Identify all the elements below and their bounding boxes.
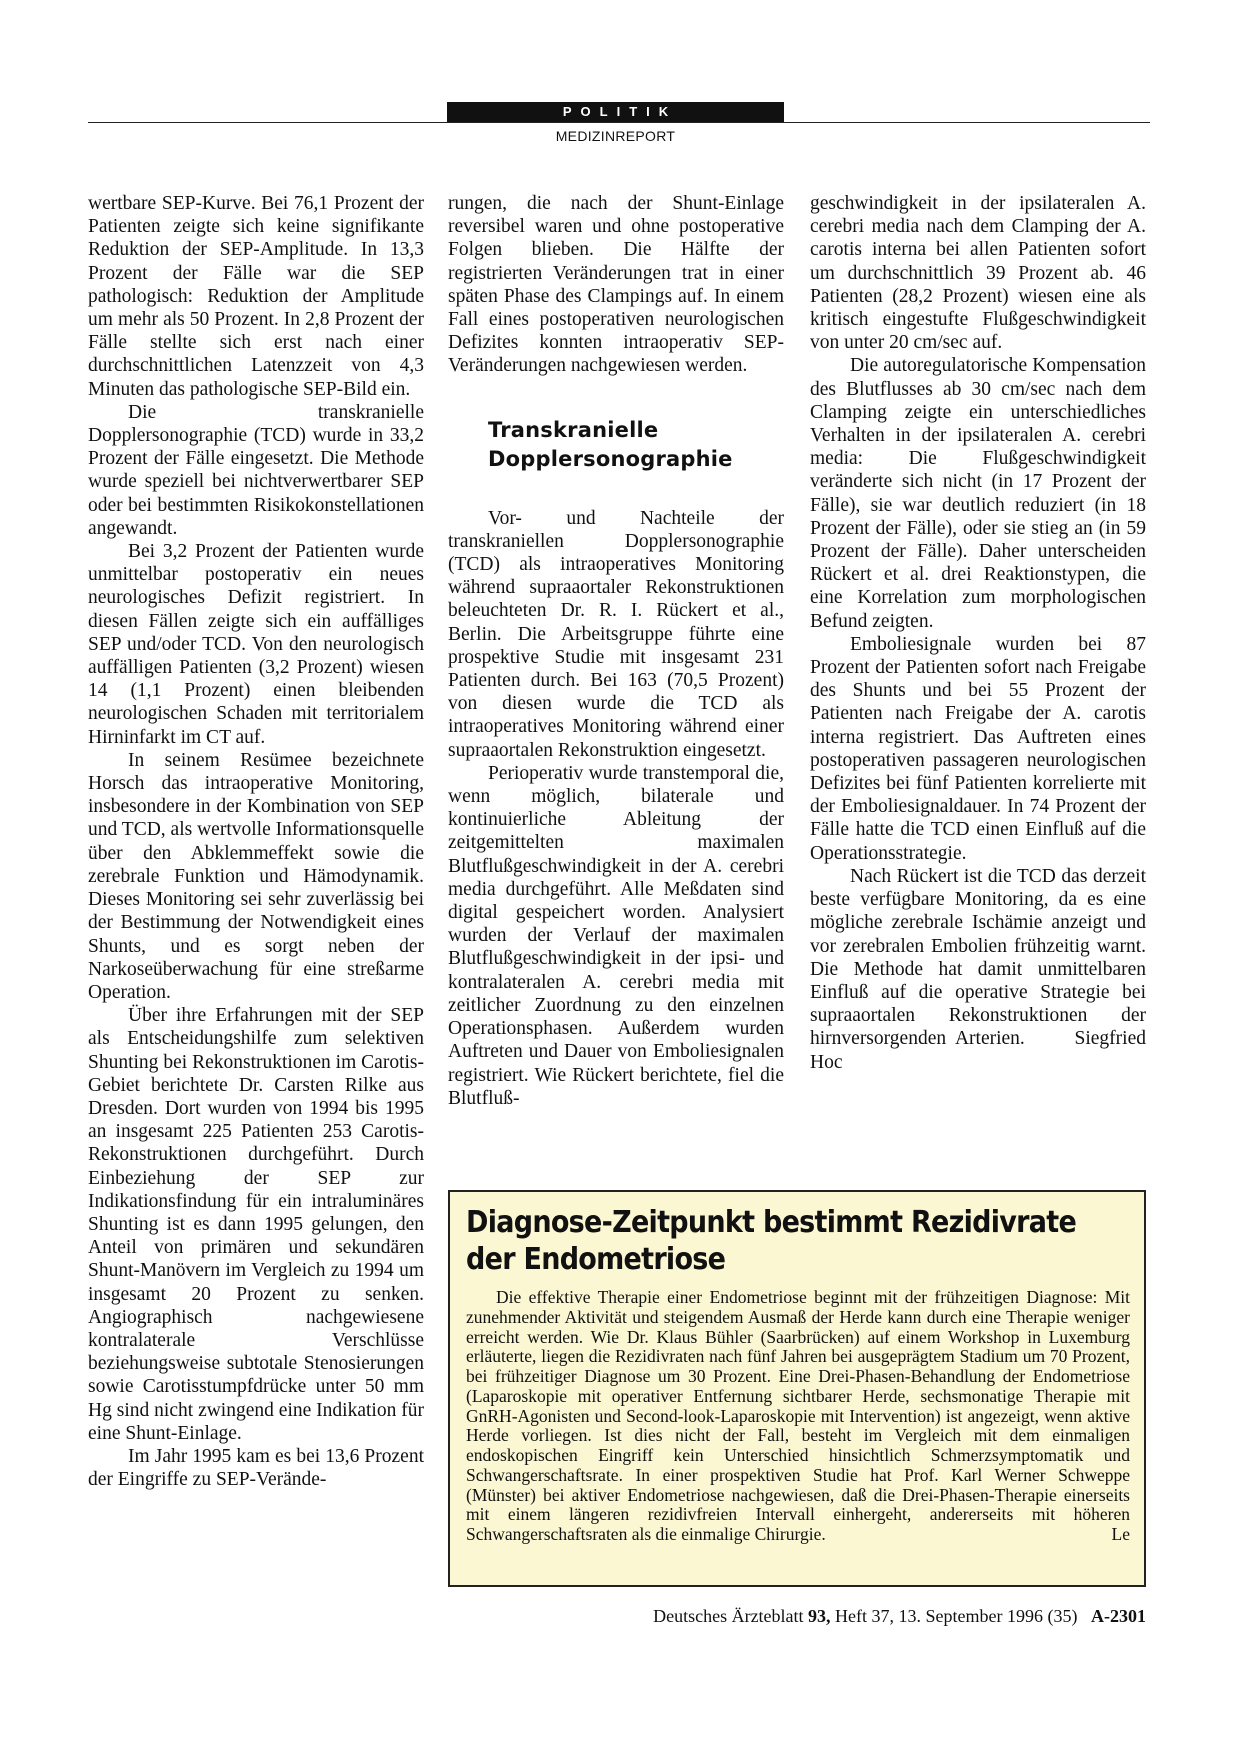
paragraph: Emboliesignale wurden bei 87 Prozent der Patienten sofort nach Freigabe des Shunts und bei 55 Prozent der Patienten nach Freigabe der A. carotis interna registriert. Das Auftreten eines postoperativen passageren neurologischen Defizites bei fünf Patienten korrelierte mit der Emboliesignaldauer. In 74 Prozent der Fälle hatte die TCD einen Einfluß auf die Operationsstrategie. [810, 633, 1146, 864]
boxed-article [448, 1190, 1146, 1587]
page-number: A-2301 [1091, 1606, 1146, 1626]
paragraph: Über ihre Erfahrungen mit der SEP als Entscheidungshilfe zum selektiven Shunting bei Rekonstruktionen im Carotis-Gebiet berichtete Dr. Carsten Rilke aus Dresden. Dort wurden von 1994 bis 1995 an insgesamt 225 Patienten 253 Carotis-Rekonstruktionen durchgeführt. Durch Einbeziehung der SEP zur Indikationsfindung für ein intraluminäres Shunting ist es dann 1995 gelungen, den Anteil von primären und sekundären Shunt-Manövern im Vergleich zu 1994 um insgesamt 20 Prozent zu senken. Angiographisch nachgewiesene kontralaterale Verschlüsse beziehungsweise subtotale Stenosierungen sowie Carotisstumpfdrücke unter 50 mm Hg sind nicht zwingend eine Indikation für eine Shunt-Einlage. [88, 1005, 424, 1444]
column-3 [810, 192, 1146, 1074]
paragraph: Vor- und Nachteile der transkraniellen Dopplersonographie (TCD) als intraoperatives Monitoring während supraaortaler Rekonstruktionen beleuchteten Dr. R. I. Rückert et al., Berlin. Die Arbeitsgruppe führte eine prospektive Studie mit insgesamt 231 Patienten durch. Bei 163 (70,5 Prozent) von diesen wurde die TCD als intraoperatives Monitoring während einer supraaortalen Rekonstruktion eingesetzt. [448, 507, 784, 761]
column-2 [448, 192, 784, 1110]
header-rule [88, 122, 1150, 123]
journal-volume: 93, [808, 1606, 831, 1626]
subsection-label: MEDIZINREPORT [555, 128, 676, 144]
section-label: POLITIK [447, 102, 784, 122]
journal-name: Deutsches Ärzteblatt [653, 1606, 804, 1626]
heading-line: Dopplersonographie [488, 446, 733, 471]
journal-issue: Heft 37, 13. September 1996 (35) [835, 1606, 1078, 1626]
paragraph-text: Nach Rückert ist die TCD das derzeit beste verfügbare Monitoring, da es eine mögliche zerebrale Ischämie anzeigt und vor zerebralen Embolien frühzeitig warnt. Die Methode hat damit unmittelbaren Einfluß auf die operative Strategie bei supraaortalen Rekonstruktionen der hirnversorgenden Arterien. [810, 865, 1146, 1050]
heading-line: Transkranielle [488, 417, 659, 442]
title-line: der Endometriose [466, 1242, 726, 1277]
author-signature: Siegfried Hoc [810, 1028, 1146, 1073]
body-text: Die effektive Therapie einer Endometriose beginnt mit der frühzeitigen Diagnose: Mit zunehmender Aktivität und steigendem Ausmaß der Herde kann durch eine Therapie weniger erreicht werden. Wie Dr. Klaus Bühler (Saarbrücken) auf einem Workshop in Luxemburg erläuterte, liegen die Rezidivraten nach fünf Jahren bei ausgeprägtem Stadium um 70 Prozent, bei frühzeitiger Diagnose um 30 Prozent. Eine Drei-Phasen-Behandlung der Endometriose (Laparoskopie mit operativer Entfernung sichtbarer Herde, sechsmonatige Therapie mit GnRH-Agonisten und Second-look-Laparoskopie mit Intervention) ist angezeigt, wenn aktive Herde vorliegen. Ist dies nicht der Fall, besteht im Vergleich mit dem einmaligen endoskopischen Eingriff kein Unterschied hinsichtlich Schmerzsymptomatik und Schwangerschaftsrate. In einer prospektiven Studie hat Prof. Karl Werner Schweppe (Münster) bei aktiver Endometriose nachgewiesen, daß die Drei-Phasen-Therapie einerseits mit einem längeren rezidivfreien Intervall einhergeht, andererseits mit höheren Schwangerschaftsraten als die einmalige Chirurgie. [466, 1287, 1130, 1544]
boxed-article-body [466, 1288, 1130, 1545]
paragraph: rungen, die nach der Shunt-Einlage reversibel waren und ohne postoperative Folgen blieben. Die Hälfte der registrierten Veränderungen trat in einer späten Phase des Clampings auf. In einem Fall eines postoperativen neurologischen Defizites konnten intraoperativ SEP-Veränderungen nachgewiesen werden. [448, 193, 784, 377]
boxed-article-author: Le [1111, 1524, 1130, 1544]
column-1 [88, 192, 424, 1491]
paragraph: Die autoregulatorische Kompensation des Blutflusses ab 30 cm/sec nach dem Clamping zeigte ein unterschiedliches Verhalten in der ipsilateralen A. cerebri media: Die Flußgeschwindigkeit veränderte sich nicht (in 17 Prozent der Fälle), sie war deutlich reduziert (in 18 Prozent der Fälle), oder sie stieg an (in 59 Prozent der Fälle). Daher unterscheiden Rückert et al. drei Reaktionstypen, die eine Korrelation zum morphologischen Befund zeigten. [810, 355, 1146, 632]
paragraph [810, 865, 1146, 1074]
section-heading [488, 416, 784, 474]
paragraph: Bei 3,2 Prozent der Patienten wurde unmittelbar postoperativ ein neues neurologisches Defizit registriert. In diesen Fällen zeigte sich ein auffälliges SEP und/oder TCD. Von den neurologisch auffälligen Patienten (3,2 Prozent) wiesen 14 (1,1 Prozent) einen bleibenden neurologischen Schaden mit territorialem Hirninfarkt im CT auf. [88, 541, 424, 748]
paragraph: Perioperativ wurde transtemporal die, wenn möglich, bilaterale und kontinuierliche Ableitung der zeitgemittelten maximalen Blutflußgeschwindigkeit in der A. cerebri media durchgeführt. Alle Meßdaten sind digital gespeichert worden. Analysiert wurden der Verlauf der maximalen Blutflußgeschwindigkeit in der ipsi- und kontralateralen A. cerebri media mit zeitlicher Zuordnung zu den einzelnen Operationsphasen. Außerdem wurden Auftreten und Dauer von Emboliesignalen registriert. Wie Rückert berichtete, fiel die Blutfluß- [448, 762, 784, 1109]
paragraph: In seinem Resümee bezeichnete Horsch das intraoperative Monitoring, insbesondere in der Kombination von SEP und TCD, als wertvolle Informationsquelle über den Abklemmeffekt sowie die zerebrale Funktion und Hämodynamik. Dieses Monitoring sei sehr zuverlässig bei der Bestimmung der Notwendigkeit eines Shunts, und es sorgt neben der Narkoseüberwachung für eine streßarme Operation. [88, 749, 424, 1003]
page-footer [560, 1606, 1146, 1627]
paragraph: wertbare SEP-Kurve. Bei 76,1 Prozent der Patienten zeigte sich keine signifikante Reduktion der SEP-Amplitude. In 13,3 Prozent der Fälle war die SEP pathologisch: Reduktion der Amplitude um mehr als 50 Prozent. In 2,8 Prozent der Fälle stellte sich erst nach einer durchschnittlichen Latenzzeit von 4,3 Minuten das pathologische SEP-Bild ein. [88, 193, 424, 400]
paragraph: Im Jahr 1995 kam es bei 13,6 Prozent der Eingriffe zu SEP-Verände- [88, 1445, 424, 1491]
paragraph: geschwindigkeit in der ipsilateralen A. cerebri media nach dem Clamping der A. carotis interna bei allen Patienten sofort um durchschnittlich 39 Prozent ab. 46 Patienten (28,2 Prozent) wiesen eine als kritisch eingestufte Flußgeschwindigkeit von unter 20 cm/sec auf. [810, 193, 1146, 354]
title-line: Diagnose-Zeitpunkt bestimmt Rezidivrate [466, 1205, 1077, 1240]
boxed-article-title [466, 1204, 1132, 1278]
paragraph: Die transkranielle Dopplersonographie (TCD) wurde in 33,2 Prozent der Fälle eingesetzt. Die Methode wurde speziell bei nichtverwertbarer SEP oder bei bestimmten Risikokonstellationen angewandt. [88, 401, 424, 539]
